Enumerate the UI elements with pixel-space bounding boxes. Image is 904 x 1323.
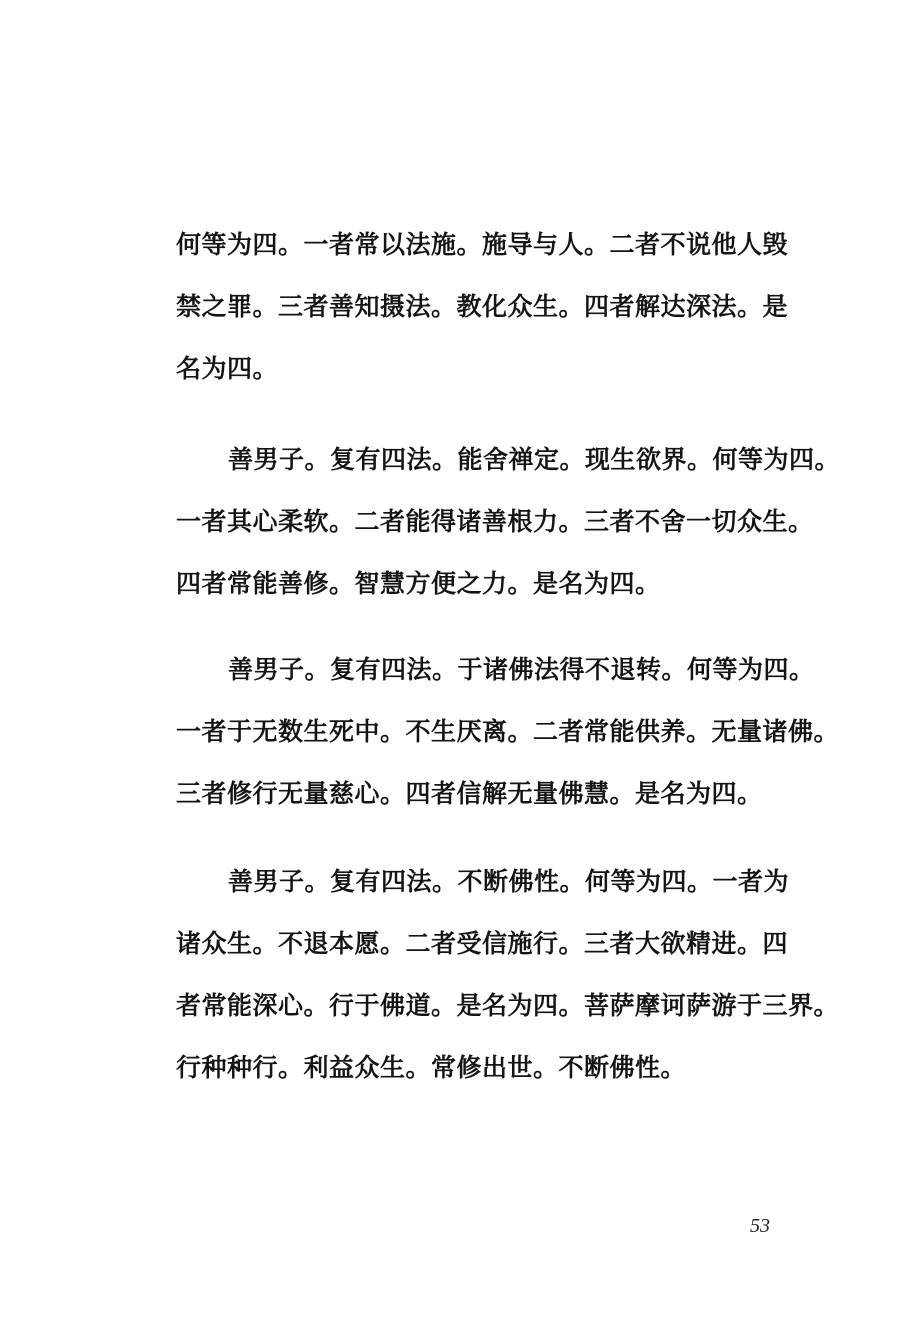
text-line: 善男子。复有四法。能舍禅定。现生欲界。何等为四。 (228, 445, 841, 474)
text-line: 一者其心柔软。二者能得诸善根力。三者不舍一切众生。 (176, 507, 814, 536)
text-line: 四者常能善修。智慧方便之力。是名为四。 (176, 569, 661, 598)
paragraph-1 (176, 230, 789, 416)
paragraph-3 (176, 655, 840, 841)
text-line: 诸众生。不退本愿。二者受信施行。三者大欲精进。四 (176, 929, 789, 958)
text-line: 三者修行无量慈心。四者信解无量佛慧。是名为四。 (176, 779, 763, 808)
paragraph-2 (176, 445, 841, 631)
text-line: 善男子。复有四法。于诸佛法得不退转。何等为四。 (228, 655, 815, 684)
text-line: 何等为四。一者常以法施。施导与人。二者不说他人毁 (176, 230, 789, 259)
page-number: 53 (750, 1215, 770, 1237)
text-line: 善男子。复有四法。不断佛性。何等为四。一者为 (228, 867, 790, 896)
text-line: 名为四。 (176, 354, 279, 383)
text-line: 一者于无数生死中。不生厌离。二者常能供养。无量诸佛。 (176, 717, 840, 746)
text-line: 禁之罪。三者善知摄法。教化众生。四者解达深法。是 (176, 292, 789, 321)
paragraph-4 (176, 867, 840, 1115)
text-line: 行种种行。利益众生。常修出世。不断佛性。 (176, 1053, 687, 1082)
text-line: 者常能深心。行于佛道。是名为四。菩萨摩诃萨游于三界。 (176, 991, 840, 1020)
